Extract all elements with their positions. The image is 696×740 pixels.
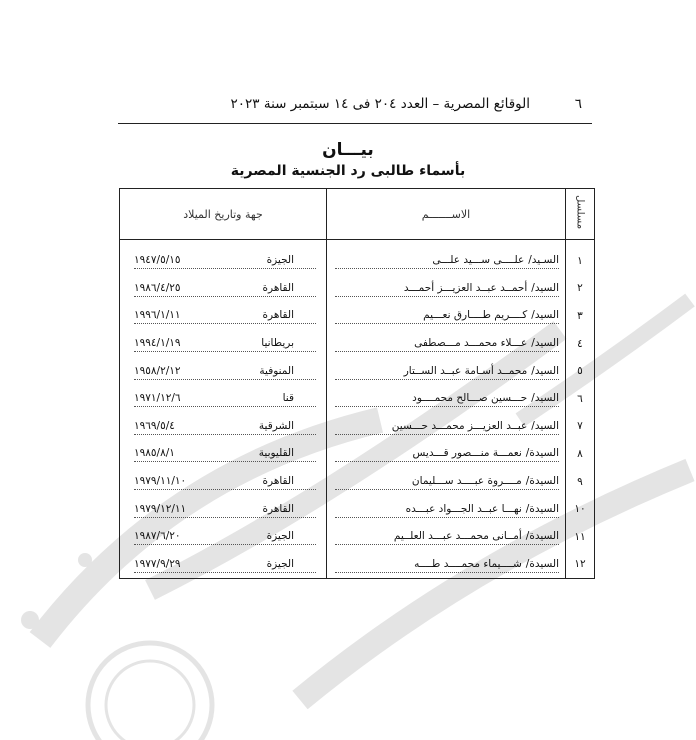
- table-row: [120, 275, 595, 303]
- row-serial: ٥: [566, 357, 595, 385]
- row-full-name: عبــد العزيـــز محمـــد حـــسين: [391, 419, 528, 432]
- table-row: [120, 357, 595, 385]
- row-birth-place: القليوبية: [258, 447, 294, 460]
- row-birth-date: ١٩٧٩/١٢/١١: [134, 502, 187, 515]
- row-honorific: السيد/: [531, 364, 559, 377]
- row-birth-place: الجيزة: [266, 530, 294, 543]
- row-place-dob-cell: [120, 468, 327, 496]
- row-birth-date: ١٩٥٨/٢/١٢: [134, 364, 181, 377]
- row-place-dob-cell: [120, 385, 327, 413]
- row-birth-place: القاهرة: [262, 502, 294, 515]
- row-serial: ١٠: [566, 495, 595, 523]
- row-name-cell: [327, 523, 566, 551]
- row-honorific: السيد/: [531, 392, 559, 405]
- row-birth-date: ١٩٨٧/٦/٢٠: [134, 530, 181, 543]
- seal-ring-icon: [88, 643, 212, 740]
- journal-issue-line: الوقائع المصرية – العدد ٢٠٤ فى ١٤ سبتمبر سنة ٢٠٢٣: [230, 96, 530, 112]
- row-name-cell: [327, 440, 566, 468]
- row-full-name: محمــد أسـامة عبــد الســتار: [403, 364, 528, 377]
- row-birth-date: ١٩٧٧/٩/٢٩: [134, 557, 181, 570]
- document-subtitle: بأسماء طالبى رد الجنسية المصرية: [230, 163, 466, 179]
- row-full-name: نعمـــة منـــصور قـــديس: [412, 447, 522, 460]
- row-birth-date: ١٩٤٧/٥/١٥: [134, 254, 181, 267]
- row-birth-place: الشرقية: [258, 419, 294, 432]
- row-name-cell: [327, 275, 566, 303]
- row-honorific: السيد/: [531, 419, 559, 432]
- nationality-applicants-table: [119, 188, 595, 579]
- page-number: ٦: [574, 96, 582, 112]
- row-honorific: السيد/: [531, 281, 559, 294]
- row-name-cell: [327, 247, 566, 275]
- row-honorific: السيدة/: [525, 530, 559, 543]
- row-birth-date: ١٩٩٦/١/١١: [134, 309, 181, 322]
- row-full-name: كــــريم طــــارق نعـــيم: [423, 309, 528, 322]
- row-birth-place: المنوفية: [259, 364, 294, 377]
- table-row: [120, 495, 595, 523]
- row-place-dob-cell: [120, 357, 327, 385]
- row-serial: ٧: [566, 413, 595, 441]
- row-name-cell: [327, 468, 566, 496]
- row-name-cell: [327, 330, 566, 358]
- table-row: [120, 330, 595, 358]
- row-serial: ٩: [566, 468, 595, 496]
- header-serial: مسلسل: [566, 189, 595, 240]
- row-honorific: السيدة/: [525, 475, 559, 488]
- row-serial: ٤: [566, 330, 595, 358]
- table-row: [120, 440, 595, 468]
- row-place-dob-cell: [120, 330, 327, 358]
- row-birth-date: ١٩٧١/١٢/٦: [134, 392, 181, 405]
- row-full-name: أمــانى محمـــد عبـــد العلــيم: [393, 530, 522, 543]
- row-place-dob-cell: [120, 495, 327, 523]
- header-divider: [118, 123, 592, 124]
- row-birth-place: بريطانيا: [261, 337, 294, 350]
- page-header: [118, 92, 592, 118]
- row-serial: ١١: [566, 523, 595, 551]
- row-place-dob-cell: [120, 440, 327, 468]
- row-honorific: السيدة/: [525, 502, 559, 515]
- row-place-dob-cell: [120, 302, 327, 330]
- row-name-cell: [327, 413, 566, 441]
- row-birth-place: الجيزة: [266, 557, 294, 570]
- seal-inner-ring-icon: [106, 661, 194, 740]
- row-full-name: مــــروة عبــــد ســـليمان: [411, 475, 522, 488]
- row-full-name: حـــسين صـــالح محمــــود: [412, 392, 528, 405]
- table-row: [120, 247, 595, 275]
- row-honorific: السيدة/: [525, 447, 559, 460]
- row-birth-place: القاهرة: [262, 281, 294, 294]
- row-serial: ٦: [566, 385, 595, 413]
- row-birth-place: قنا: [282, 392, 294, 405]
- row-honorific: السـيد/: [528, 254, 559, 267]
- header-name: الاســـــــم: [327, 189, 566, 240]
- row-name-cell: [327, 495, 566, 523]
- table-header-row: [120, 189, 595, 240]
- document-title: بيـــان: [322, 140, 374, 160]
- row-name-cell: [327, 385, 566, 413]
- header-place-dob: جهة وتاريخ الميلاد: [120, 189, 327, 240]
- row-birth-date: ١٩٦٩/٥/٤: [134, 419, 175, 432]
- table-row: [120, 468, 595, 496]
- row-honorific: السيد/: [531, 337, 559, 350]
- row-full-name: عـــلاء محمـــد مـــصطفى: [414, 337, 528, 350]
- row-birth-date: ١٩٩٤/١/١٩: [134, 337, 181, 350]
- row-place-dob-cell: [120, 275, 327, 303]
- row-serial: ١: [566, 247, 595, 275]
- row-serial: ٨: [566, 440, 595, 468]
- row-serial: ٣: [566, 302, 595, 330]
- row-birth-date: ١٩٨٥/٨/١: [134, 447, 175, 460]
- row-honorific: السيدة/: [525, 557, 559, 570]
- table-row: [120, 385, 595, 413]
- table-body: [120, 240, 595, 579]
- row-birth-place: الجيزة: [266, 254, 294, 267]
- row-full-name: شــــيماء محمــــد طــــه: [414, 557, 522, 570]
- row-birth-date: ١٩٨٦/٤/٢٥: [134, 281, 181, 294]
- row-place-dob-cell: [120, 247, 327, 275]
- row-place-dob-cell: [120, 551, 327, 579]
- row-name-cell: [327, 357, 566, 385]
- row-birth-place: القاهرة: [262, 309, 294, 322]
- row-serial: ٢: [566, 275, 595, 303]
- table-row: [120, 413, 595, 441]
- row-place-dob-cell: [120, 413, 327, 441]
- row-full-name: نهـــا عبــد الجـــواد عبـــده: [405, 502, 522, 515]
- row-birth-date: ١٩٧٩/١١/١٠: [134, 475, 187, 488]
- watermark-dot-icon: [21, 611, 39, 629]
- row-honorific: السيد/: [531, 309, 559, 322]
- table-row: [120, 551, 595, 579]
- table-row: [120, 302, 595, 330]
- row-name-cell: [327, 551, 566, 579]
- row-serial: ١٢: [566, 551, 595, 579]
- watermark-dot-icon: [78, 553, 92, 567]
- row-full-name: علــــى ســـيد علـــى: [432, 254, 525, 267]
- table-row: [120, 523, 595, 551]
- row-name-cell: [327, 302, 566, 330]
- row-full-name: أحمــد عبــد العزيـــز أحمـــد: [403, 281, 528, 294]
- row-birth-place: القاهرة: [262, 475, 294, 488]
- row-place-dob-cell: [120, 523, 327, 551]
